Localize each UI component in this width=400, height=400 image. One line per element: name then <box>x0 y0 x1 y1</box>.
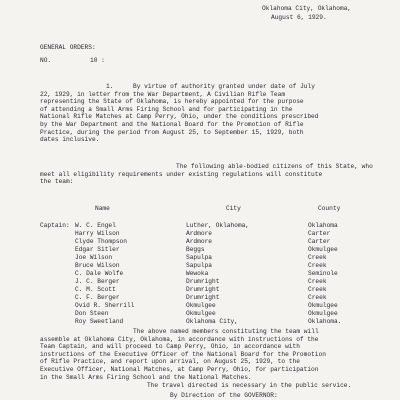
member-name: Bruce Wilson <box>75 262 120 269</box>
roster-row <box>0 318 400 326</box>
paragraph-3-line: Executive Officer, National Matches, at Camp Perry, Ohio, for participation <box>40 365 319 373</box>
member-name: Joe Wilson <box>75 254 113 261</box>
member-city: Beggs <box>186 246 205 253</box>
roster-row <box>0 278 400 286</box>
paragraph-1-line: Practice, during the period from August 25, to September 15, 1929, both <box>40 128 304 136</box>
paragraph-2 <box>40 163 373 186</box>
member-county: Carter <box>308 238 331 245</box>
paragraph-3-line: of Rifle Practice, and report upon arrival, on August 25, 1929, to the <box>40 358 300 366</box>
member-county: Seminole <box>308 270 338 277</box>
member-name: J. C. Berger <box>75 278 120 285</box>
paragraph-2-line: meet all eligibility requirements under existing regulations will constitute <box>40 170 323 178</box>
roster-row <box>0 262 400 270</box>
paragraph-1 <box>40 83 370 144</box>
orders-heading: GENERAL ORDERS: <box>40 44 96 51</box>
paragraph-1-line: dates inclusive. <box>40 136 100 144</box>
captain-label: Captain: <box>40 222 70 229</box>
member-name: W. C. Engel <box>75 222 116 229</box>
roster-row <box>0 302 400 310</box>
roster-row <box>0 286 400 294</box>
paragraph-4: The travel directed is necessary in the public service. <box>147 382 352 389</box>
roster-row <box>0 254 400 262</box>
member-county: Okmulgee <box>308 302 338 309</box>
roster-header-name: Name <box>95 205 110 212</box>
roster-row <box>0 238 400 246</box>
member-city: Drumright <box>186 286 220 293</box>
roster-row <box>0 270 400 278</box>
member-city: Luther, Oklahoma, <box>186 222 250 229</box>
paragraph-1-line: of attending a Small Arms Firing School and for participating in the <box>40 105 293 113</box>
orders-number-value: 10 : <box>90 57 105 64</box>
paragraph-1-line: representing the State of Oklahoma, is hereby appointed for the purpose <box>40 98 304 106</box>
member-county: Okmulgee <box>308 246 338 253</box>
member-name: Roy Sweetland <box>75 318 124 325</box>
roster-row <box>0 222 400 230</box>
member-county: Oklahoma. <box>308 318 342 325</box>
member-city: Ardmore <box>186 230 212 237</box>
roster-row <box>0 294 400 302</box>
paragraph-2-line: the team: <box>40 178 74 186</box>
header-date: August 6, 1929. <box>271 14 327 21</box>
member-city: Drumright <box>186 278 220 285</box>
paragraph-1-line: By virtue of authority granted under date of July <box>133 83 315 90</box>
paragraph-1-line: by the War Department and the National Board for the Promotion of Rifle <box>40 120 304 128</box>
paragraph-1-line: National Rifle Matches at Camp Perry, Ohio, under the conditions prescribed <box>40 113 319 121</box>
member-city: Sapulpa <box>186 262 212 269</box>
roster-row <box>0 246 400 254</box>
member-city: Okmulgee <box>186 302 216 309</box>
member-name: Edgar Sitler <box>75 246 120 253</box>
member-county: Oklahoma <box>308 222 338 229</box>
paragraph-1-line: 22, 1929, in letter from the War Department, A Civilian Rifle Team <box>40 90 286 98</box>
member-county: Creek <box>308 294 327 301</box>
member-city: Sapulpa <box>186 254 212 261</box>
member-name: Harry Wilson <box>75 230 120 237</box>
member-name: Clyde Thompson <box>75 238 127 245</box>
member-name: Ovid R. Sherrill <box>75 302 135 309</box>
paragraph-3-line: The above named members constituting the team will <box>133 328 319 335</box>
member-name: C. Dale Wolfe <box>75 270 124 277</box>
member-county: Carter <box>308 230 331 237</box>
member-county: Creek <box>308 262 327 269</box>
member-county: Creek <box>308 278 327 285</box>
roster-row <box>0 230 400 238</box>
paragraph-3-line: assemble at Oklahoma City, Oklahoma, in accordance with instructions of the <box>40 335 319 343</box>
member-name: Don Steen <box>75 310 109 317</box>
closing-line: By Direction of the GOVERNOR: <box>170 392 278 399</box>
roster-row <box>0 310 400 318</box>
member-county: Okmulgee <box>308 310 338 317</box>
paragraph-3-line: instructions of the Executive Officer of the National Board for the Promotion <box>40 350 326 358</box>
member-city: Ardmore <box>186 238 212 245</box>
header-place: Oklahoma City, Oklahoma, <box>262 5 352 12</box>
paragraph-3 <box>40 328 370 381</box>
orders-number-label: NO. <box>40 57 52 64</box>
member-city: Wewoka <box>186 270 209 277</box>
roster-header-county: County <box>318 205 341 212</box>
paragraph-3-line: Team Captain, and will proceed to Camp Perry, Ohio, in accordance with <box>40 343 300 351</box>
member-name: C. F. Berger <box>75 294 120 301</box>
member-county: Creek <box>308 254 327 261</box>
member-name: C. M. Scott <box>75 286 116 293</box>
roster-header-city: City <box>226 205 241 212</box>
member-county: Creek <box>308 286 327 293</box>
member-city: Drumright <box>186 294 220 301</box>
paragraph-2-line: The following able-bodied citizens of this State, who <box>176 163 373 170</box>
paragraph-1-number: 1. <box>106 83 114 90</box>
member-city: Oklahoma City, <box>186 318 238 325</box>
paragraph-3-line: in the Small Arms Firing School and the National Matches. <box>40 373 252 381</box>
member-city: Okmulgee <box>186 310 216 317</box>
